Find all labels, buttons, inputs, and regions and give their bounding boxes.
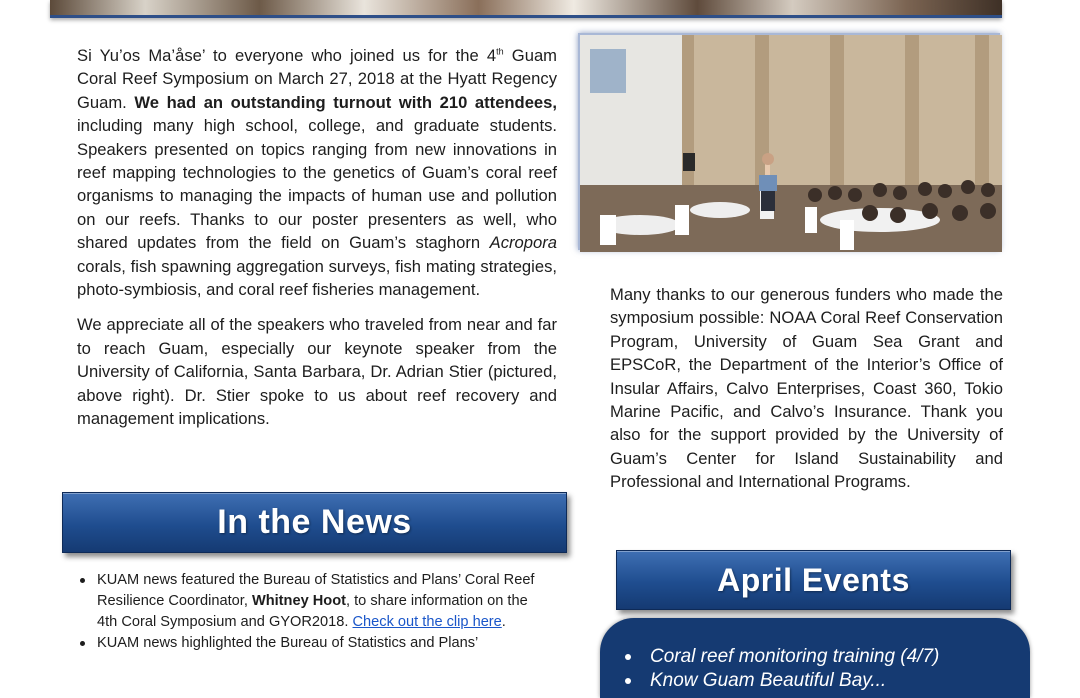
whitney-hoot-name: Whitney Hoot bbox=[251, 593, 346, 609]
event-item: Know Guam Beautiful Bay... bbox=[628, 669, 1030, 693]
news-item-kuam-highlight: KUAM news highlighted the Bureau of Statistics and Plans’ bbox=[78, 633, 548, 654]
intro-paragraph-1: Si Yu’os Ma’åse’ to everyone who joined us for the 4th Guam Coral Reef Symposium on March 27, 2018 at the Hyatt Regency Guam. We had an outstanding turnout with 210 attendees, including many high school, college, and graduate students. Speakers presented on topics ranging from new innovations in reef mapping technologies to the genetics of Guam’s coral reef organisms to managing the impacts of human use and pollution on our reefs. Thanks to our poster presenters as well, who shared updates from the field on Guam’s staghorn Acropora corals, fish spawning aggregation surveys, fish mating strategies, photo-symbiosis, and coral reef fisheries management. bbox=[77, 46, 557, 300]
intro-paragraph-2: We appreciate all of the speakers who traveled from near and far to reach Guam, especially our keynote speaker from the University of California, Santa Barbara, Dr. Adrian Stier (pictured, above right). Dr. Stier spoke to us about reef recovery and management implications. bbox=[77, 315, 557, 429]
april-events-heading: April Events bbox=[717, 561, 910, 598]
events-list bbox=[600, 618, 1030, 693]
funders-column bbox=[610, 283, 1003, 494]
header-photo-strip bbox=[50, 0, 1002, 18]
ballroom-scene-image bbox=[580, 35, 1002, 252]
clip-link[interactable]: Check out the clip here bbox=[352, 614, 502, 630]
intro-column bbox=[77, 44, 557, 431]
news-item-kuam-hoot: KUAM news featured the Bureau of Statistics and Plans’ Coral Reef Resilience Coordinator, Whitney Hoot, to share information on the 4th Coral Symposium and GYOR2018. Check out the clip here. bbox=[78, 570, 548, 633]
news-list bbox=[78, 570, 548, 654]
keynote-speaker-photo bbox=[578, 33, 1000, 250]
funders-paragraph: Many thanks to our generous funders who made the symposium possible: NOAA Coral Reef Conservation Program, University of Guam Sea Grant and EPSCoR, the Department of the Interior’s Office of Insular Affairs, Calvo Enterprises, Coast 360, Tokio Marine Pacific, and Calvo’s Insurance. Thank you also for the support provided by the University of Guam’s Center for Island Sustainability and Professional and International Programs. bbox=[610, 285, 1003, 492]
in-the-news-banner bbox=[62, 492, 567, 553]
april-events-banner bbox=[616, 550, 1011, 610]
turnout-highlight: We had an outstanding turnout with 210 attendees, bbox=[134, 92, 557, 112]
event-item: Coral reef monitoring training (4/7) bbox=[628, 645, 1030, 669]
april-events-panel bbox=[600, 618, 1030, 698]
in-the-news-heading: In the News bbox=[217, 503, 412, 541]
